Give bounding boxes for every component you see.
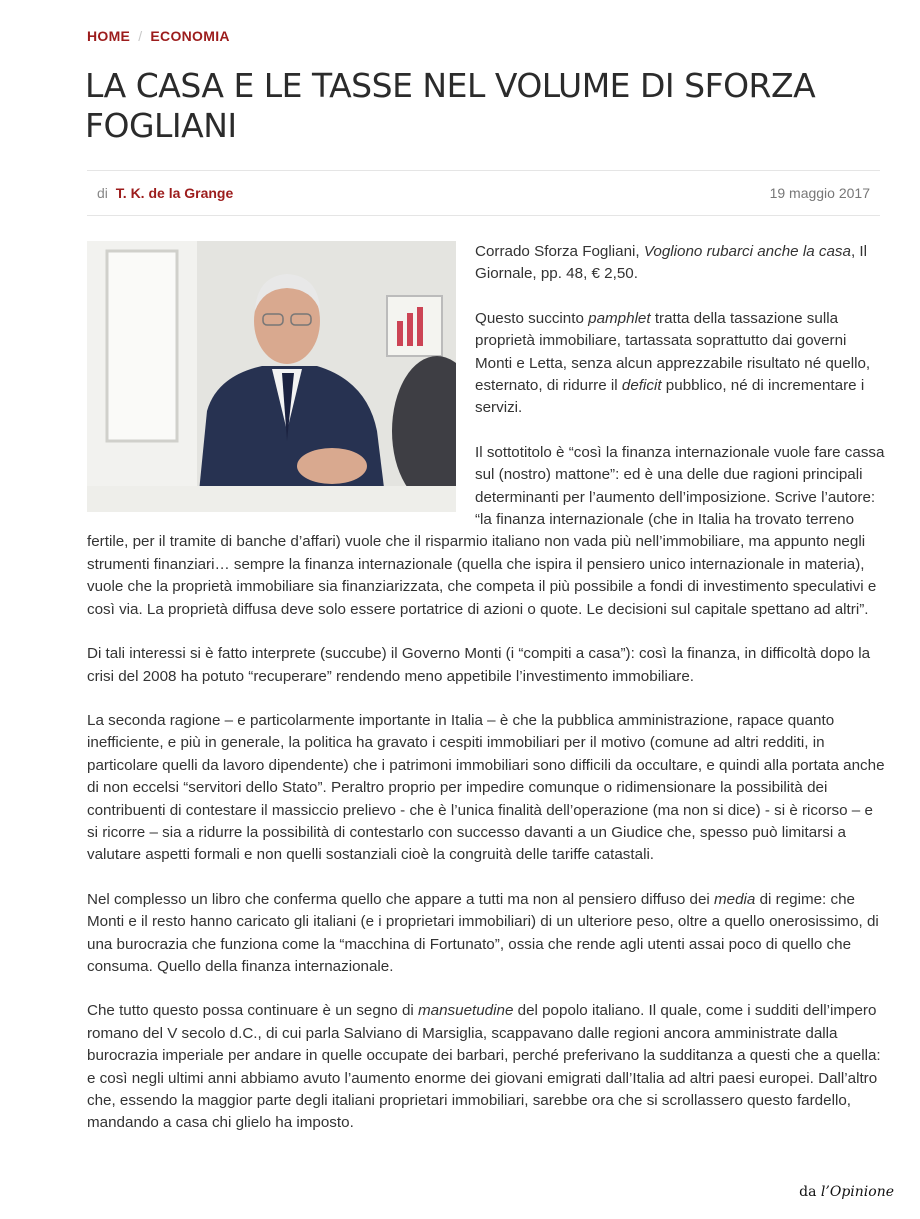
byline-prefix: di	[97, 185, 108, 201]
emphasis: deficit	[621, 377, 662, 395]
text-run: del popolo italiano. Il quale, come i sudditi dell’impero romano del V secolo d.C., di cui parla Salviano di Marsiglia, scappavano dalle regioni ancora amministrate dalla burocrazia imperiale per andare in quelle occupate dei barbari, perché preferivano la sudditanza a questi che a quella: e così negli ultimi anni abbiamo avuto l’aumento enorme dei giovani emigrati dall’Italia ad altri paesi europei. Dall’altro che, essendo la maggior parte degli italiani proprietari immobiliari, sarebbe ora che si scrollassero questo fardello, mandando a casa chi glielo ha imposto.	[87, 1002, 881, 1132]
article-meta	[97, 185, 870, 201]
text-run: pubblico, né di incrementare i servizi.	[475, 377, 865, 417]
author-link[interactable]: T. K. de la Grange	[115, 185, 234, 201]
text-run: tratta della tassazione sulla proprietà immobiliare, tartassata soprattutto dai governi Monti e Letta, senza alcun apprezzabile risultato né quello, esternato, di ridurre il	[475, 309, 871, 395]
text-run: Che tutto questo possa continuare è un segno di	[87, 1002, 418, 1020]
credit-prefix: da	[799, 1184, 821, 1200]
paragraph: Di tali interessi si è fatto interprete (succube) il Governo Monti (i “compiti a casa”): così la finanza, in difficoltà dopo la crisi del 2008 ha potuto “recuperare” rendendo meno appetibile l’investimento immobiliare.	[87, 645, 871, 685]
publish-date: 19 maggio 2017	[769, 185, 870, 201]
paragraph	[87, 1000, 887, 1134]
source-credit	[799, 1184, 894, 1200]
text-run: Nel complesso un libro che conferma quello che appare a tutti ma non al pensiero diffuso dei	[87, 890, 714, 908]
emphasis: pamphlet	[588, 309, 651, 327]
breadcrumb	[87, 28, 230, 44]
text-run: Corrado Sforza Fogliani,	[475, 243, 644, 260]
credit-source: l’Opinione	[820, 1184, 894, 1200]
text-run: Questo succinto	[475, 309, 589, 327]
article-body	[87, 241, 887, 1157]
breadcrumb-section-link[interactable]: ECONOMIA	[150, 28, 230, 44]
text-run: , Il Giornale, pp. 48, € 2,50.	[475, 243, 868, 283]
breadcrumb-separator: /	[138, 28, 143, 44]
text-run: di regime: che Monti e il resto hanno caricato gli italiani (e i proprietari immobiliari) di un ulteriore peso, oltre a quello onerosissimo, di una burocrazia che funziona come la “macchina di Fortunato”, ossia che rende agli utenti assai poco di quello che consuma. Quello della finanza internazionale.	[87, 890, 879, 975]
meta-divider	[87, 215, 880, 216]
emphasis: media	[714, 890, 756, 908]
paragraph: La seconda ragione – e particolarmente importante in Italia – è che la pubblica amministrazione, rapace quanto inefficiente, e più in generale, la politica ha gravato i cespiti immobiliari per il motivo (comune ad altri redditi, in particolare quelli da lavoro dipendente) che i patrimoni immobiliari sono difficili da occultare, e quindi alla portata anche di non eccelsi “servitori dello Stato”. Peraltro proprio per impedire comunque o ridimensionare la possibilità dei contribuenti di contestare il massiccio prelievo - che è l’unica finalità dell’operazione (ma non si dice) - si è ricorso – e si ricorre – sia a ridurre la possibilità di contestarlo con successo davanti a un Giudice che, spesso può limitarsi a valutare aspetti formali e non quelli sostanziali cioè la congruità delle tariffe catastali.	[87, 711, 885, 864]
book-title: Vogliono rubarci anche la casa	[643, 243, 851, 260]
page-title: LA CASA E LE TASSE NEL VOLUME DI SFORZA FOGLIANI	[85, 66, 816, 145]
breadcrumb-home-link[interactable]: HOME	[87, 28, 131, 44]
title-divider	[87, 170, 880, 171]
paragraph	[87, 889, 887, 979]
emphasis: mansuetudine	[417, 1002, 514, 1020]
photo-float-spacer	[87, 241, 475, 513]
paragraph: Il sottotitolo è “così la finanza internazionale vuole fare cassa sul (nostro) mattone”: ed è una delle due ragioni principali determinanti per l’aumento dell’imposizione. Scrive l’autore: “la finanza internazionale (che in Italia ha trovato terreno fertile, per il tramite di banche d’affari) vuole che il risparmio italiano non vada più nell’immobiliare, ma appunto negli strumenti finanziari… sempre la finanza internazionale (quella che ispira il pensiero unico internazionale in materia), vuole che la proprietà immobiliare sia finanziarizzata, che competa il più possibile a fondi di investimento speculativi e così via. La proprietà diffusa deve solo essere portatrice di azioni o quote. Le decisioni sul capitale spettano ad altri”.	[87, 443, 885, 618]
